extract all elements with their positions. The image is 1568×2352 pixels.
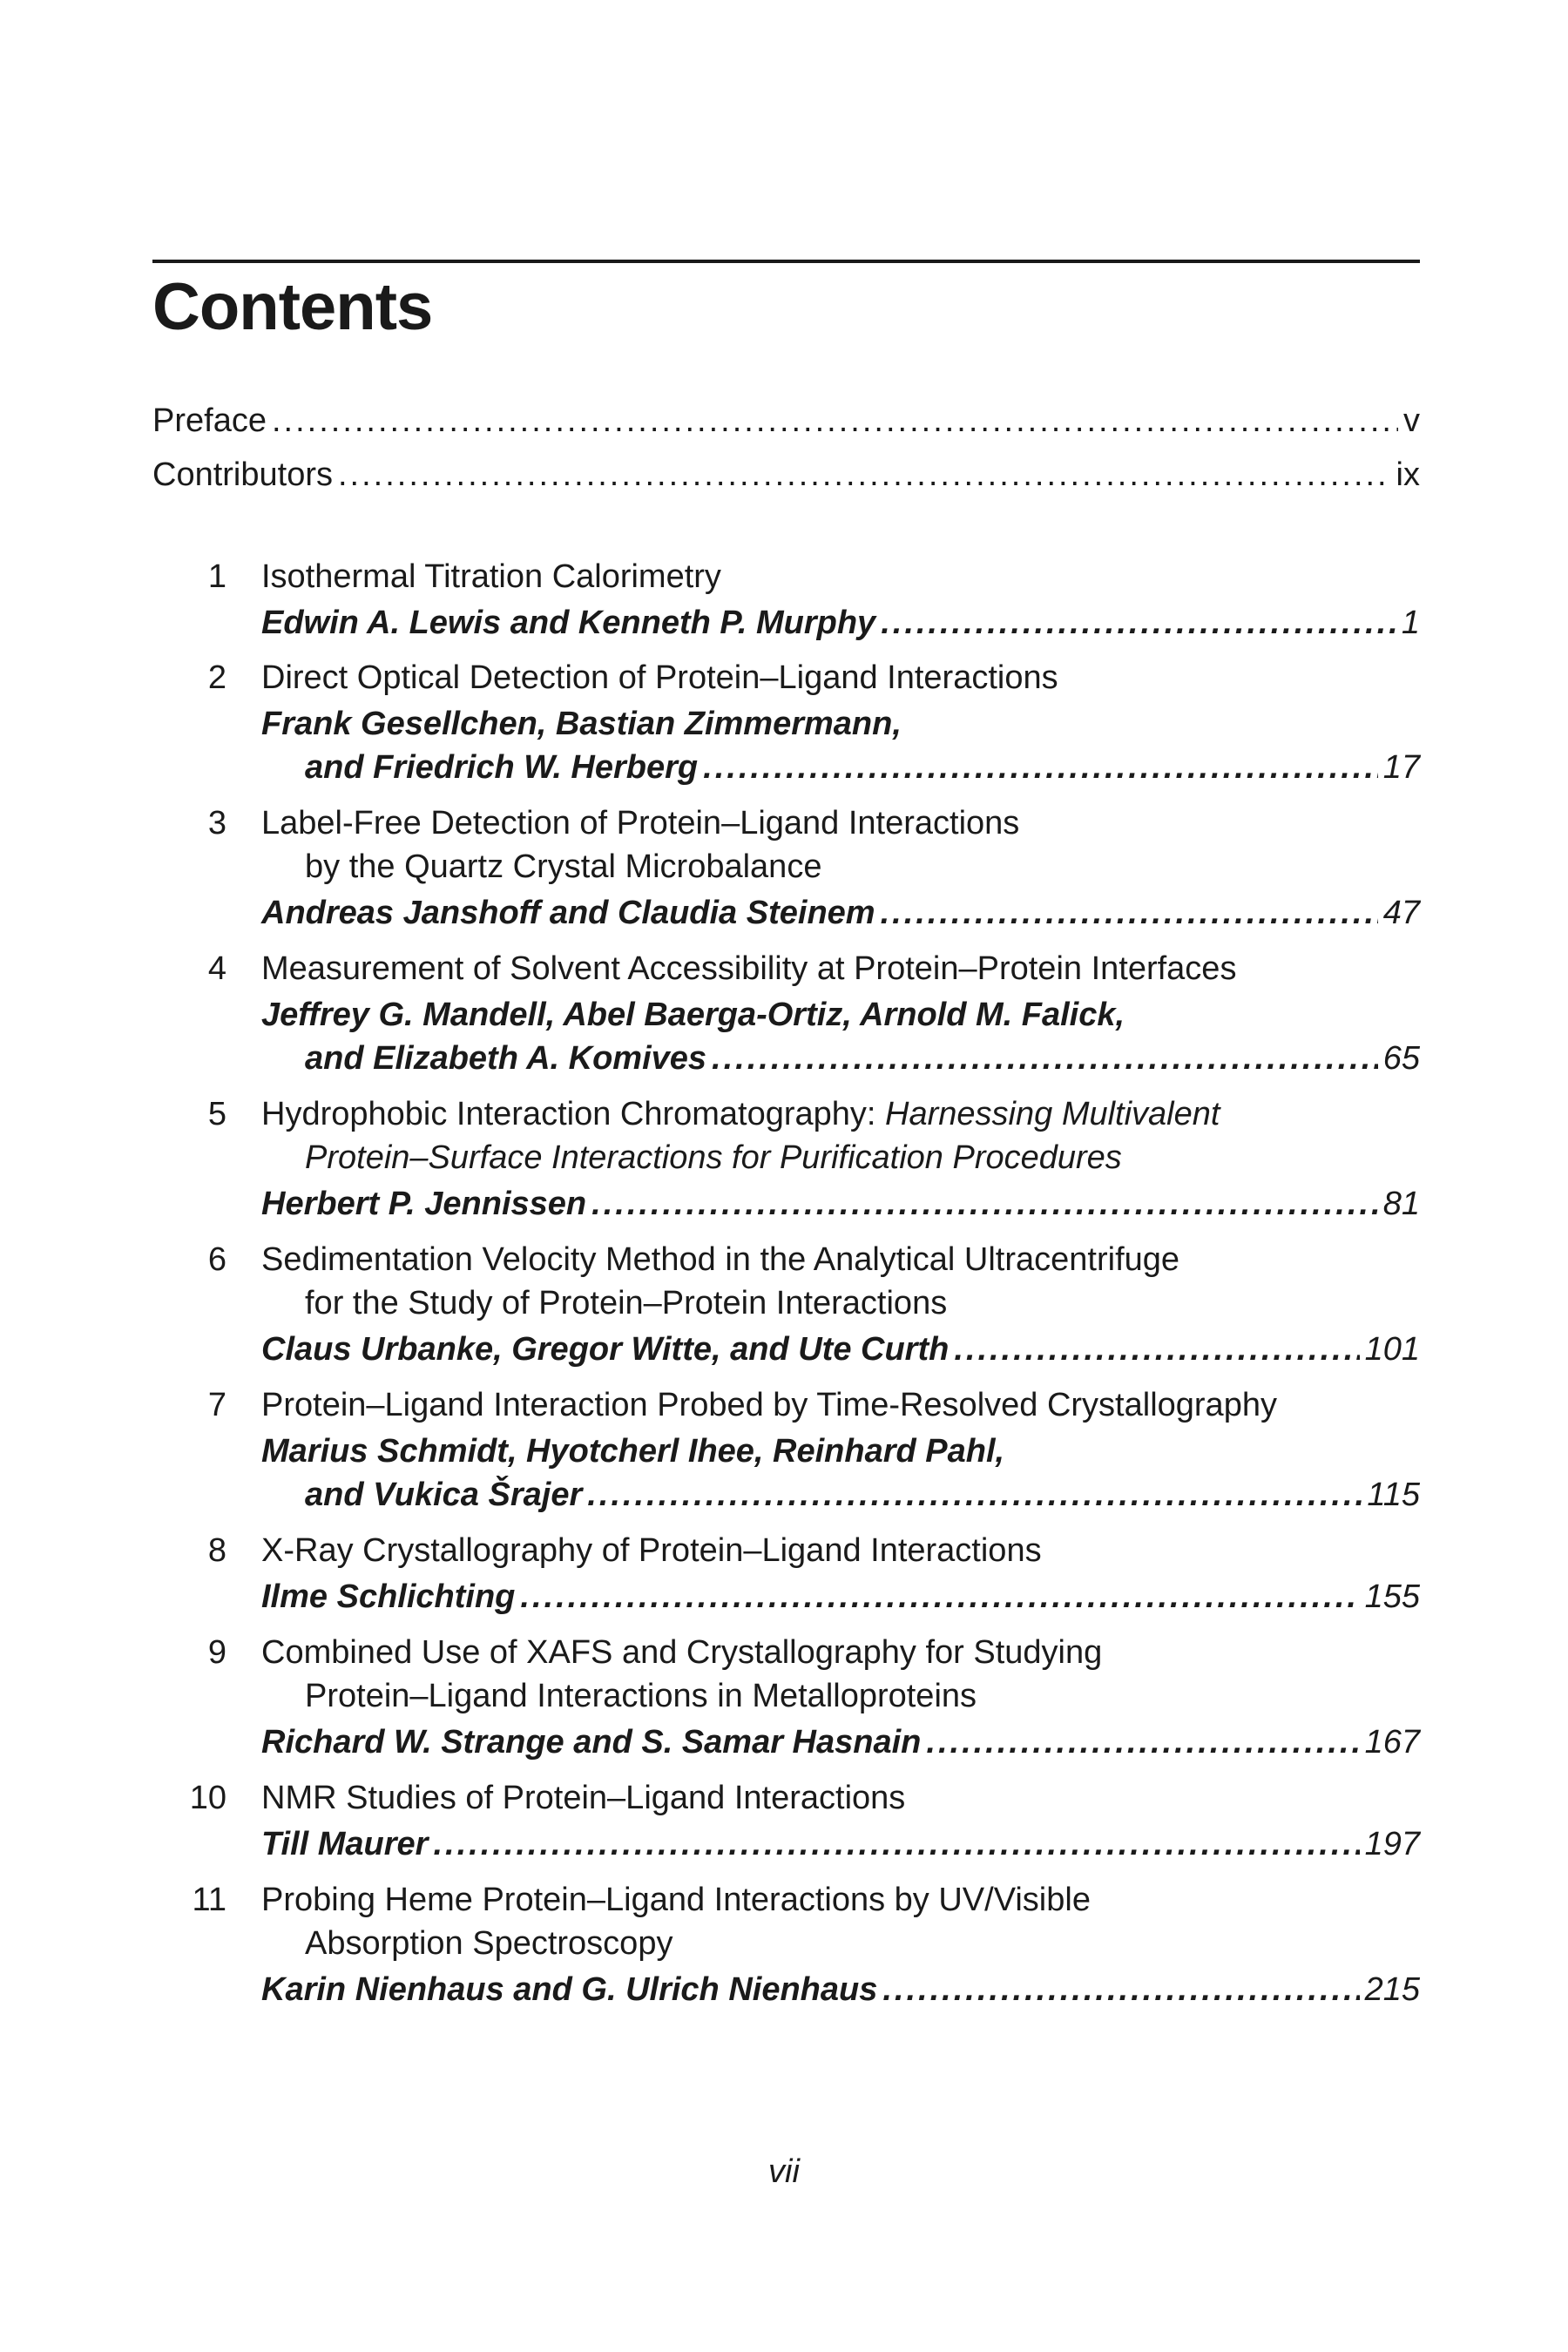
chapter-authors: Claus Urbanke, Gregor Witte, and Ute Curth ..... 101 xyxy=(261,1328,1420,1371)
page-number: vii xyxy=(768,2153,800,2190)
chapter-title: Direct Optical Detection of Protein–Ligand Interactions xyxy=(261,659,1058,696)
chapter-title-line-1: Probing Heme Protein–Ligand Interactions by UV/Visible xyxy=(261,1882,1091,1918)
heading-rule xyxy=(152,260,1420,263)
leader-dots xyxy=(926,1720,1359,1764)
chapter-authors: Edwin A. Lewis and Kenneth P. Murphy ..... 1 xyxy=(261,601,1420,645)
chapter-page: 1 xyxy=(1401,605,1420,641)
chapter-title: NMR Studies of Protein–Ligand Interactions xyxy=(261,1780,906,1816)
entry-label: Contributors xyxy=(152,456,333,493)
leader-dots xyxy=(881,601,1396,645)
chapter-page: 155 xyxy=(1364,1578,1420,1615)
chapter-page: 81 xyxy=(1382,1186,1420,1222)
chapter-page: 65 xyxy=(1382,1040,1420,1077)
chapter-authors-line-2: and Elizabeth A. Komives ..... 65 xyxy=(305,1037,1420,1080)
leader-dots xyxy=(433,1822,1359,1866)
leader-dots xyxy=(882,1968,1359,2011)
chapter-number: 5 xyxy=(207,1096,226,1132)
leader-dots xyxy=(703,746,1378,789)
entry-page: ix xyxy=(1396,456,1420,493)
chapter-authors-line-1: Frank Gesellchen, Bastian Zimmermann, xyxy=(261,706,902,742)
chapter-number: 7 xyxy=(207,1387,226,1423)
chapter-authors: Herbert P. Jennissen ..... 81 xyxy=(261,1182,1420,1226)
chapter-page: 17 xyxy=(1382,749,1420,786)
chapter-number: 4 xyxy=(207,950,226,987)
chapter-page: 215 xyxy=(1364,1971,1420,2008)
chapter-number: 8 xyxy=(207,1532,226,1569)
leader-dots xyxy=(881,891,1378,935)
chapter-number: 10 xyxy=(189,1780,226,1816)
chapter-page: 167 xyxy=(1364,1724,1420,1761)
chapter-authors: Karin Nienhaus and G. Ulrich Nienhaus ..... 215 xyxy=(261,1968,1420,2011)
chapter-page: 197 xyxy=(1364,1826,1420,1862)
chapter-title-line-1: Combined Use of XAFS and Crystallography for Studying xyxy=(261,1634,1103,1671)
leader-dots xyxy=(520,1575,1359,1619)
chapter-authors: Ilme Schlichting ..... 155 xyxy=(261,1575,1420,1619)
chapter-subtitle-italic: Harnessing Multivalent xyxy=(885,1096,1220,1132)
chapter-title-line-1: Hydrophobic Interaction Chromatography: Harnessing Multivalent xyxy=(261,1096,1220,1132)
chapter-title-line-2: for the Study of Protein–Protein Interactions xyxy=(305,1285,948,1321)
chapter-title-line-2: by the Quartz Crystal Microbalance xyxy=(305,848,822,885)
chapter-number: 9 xyxy=(207,1634,226,1671)
entry-page: v xyxy=(1403,402,1420,439)
chapter-title: X-Ray Crystallography of Protein–Ligand Interactions xyxy=(261,1532,1042,1569)
chapter-number: 3 xyxy=(207,805,226,841)
chapter-authors: Richard W. Strange and S. Samar Hasnain ..... 167 xyxy=(261,1720,1420,1764)
chapter-title-line-1: Sedimentation Velocity Method in the Analytical Ultracentrifuge xyxy=(261,1241,1180,1278)
toc-entry-contributors[interactable] xyxy=(152,453,1420,497)
page-title: Contents xyxy=(152,270,433,344)
chapter-number: 2 xyxy=(207,659,226,696)
chapter-authors: Andreas Janshoff and Claudia Steinem ..... 47 xyxy=(261,891,1420,935)
chapter-page: 47 xyxy=(1382,895,1420,931)
chapter-page: 115 xyxy=(1367,1477,1420,1513)
chapter-authors-line-1: Jeffrey G. Mandell, Abel Baerga-Ortiz, Arnold M. Falick, xyxy=(261,997,1125,1033)
chapter-authors-line-1: Marius Schmidt, Hyotcherl Ihee, Reinhard Pahl, xyxy=(261,1433,1005,1470)
chapter-title-line-2: Absorption Spectroscopy xyxy=(305,1925,673,1962)
leader-dots xyxy=(712,1037,1378,1080)
chapter-title-line-2: Protein–Surface Interactions for Purification Procedures xyxy=(305,1139,1122,1176)
chapter-authors: Till Maurer ..... 197 xyxy=(261,1822,1420,1866)
chapter-authors-line-2: and Friedrich W. Herberg ..... 17 xyxy=(305,746,1420,789)
leader-dots xyxy=(338,453,1391,497)
chapter-title: Isothermal Titration Calorimetry xyxy=(261,558,721,595)
leader-dots xyxy=(587,1473,1362,1517)
chapter-authors-line-2: and Vukica Šrajer ..... 115 xyxy=(305,1473,1420,1517)
chapter-page: 101 xyxy=(1364,1331,1420,1368)
chapter-number: 11 xyxy=(192,1882,226,1918)
entry-label: Preface xyxy=(152,402,267,439)
leader-dots xyxy=(272,399,1398,443)
leader-dots xyxy=(954,1328,1359,1371)
chapter-title: Measurement of Solvent Accessibility at Protein–Protein Interfaces xyxy=(261,950,1237,987)
chapter-number: 1 xyxy=(207,558,226,595)
chapter-number: 6 xyxy=(207,1241,226,1278)
chapter-title: Protein–Ligand Interaction Probed by Time-Resolved Crystallography xyxy=(261,1387,1277,1423)
toc-entry-preface[interactable] xyxy=(152,399,1420,443)
chapter-title-line-1: Label-Free Detection of Protein–Ligand Interactions xyxy=(261,805,1020,841)
leader-dots xyxy=(591,1182,1378,1226)
chapter-title-line-2: Protein–Ligand Interactions in Metalloproteins xyxy=(305,1678,977,1714)
